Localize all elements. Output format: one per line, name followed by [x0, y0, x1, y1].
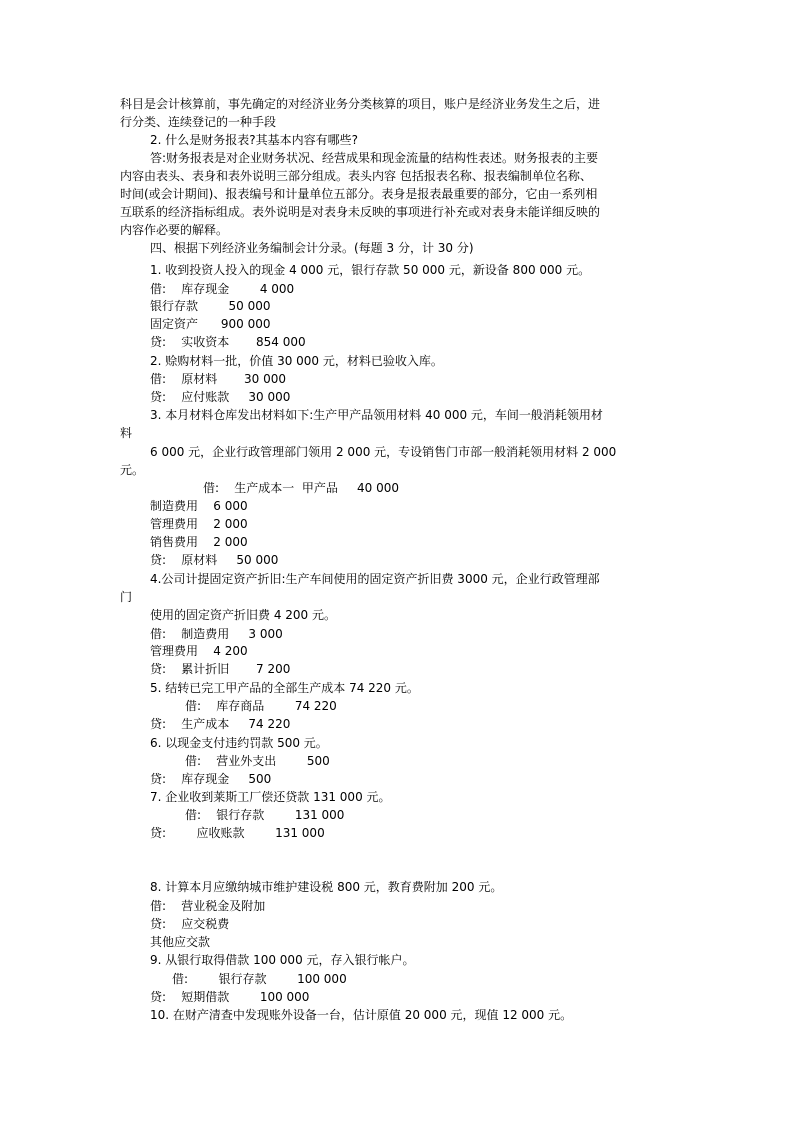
entry-credit: 贷: 应交税费	[150, 917, 230, 931]
entry-line: 其他应交款	[150, 935, 211, 949]
entry-debit: 借: 原材料 30 000	[150, 372, 286, 386]
entry-debit: 借: 银行存款 100 000	[172, 972, 347, 986]
text-line: 内容由表头、表身和表外说明三部分组成。表头内容 包括报表名称、报表编制单位名称、	[120, 169, 592, 183]
question-4: 4.公司计提固定资产折旧:生产车间使用的固定资产折旧费 3000 元，企业行政管理部	[150, 572, 600, 586]
entry-credit: 贷: 原材料 50 000	[150, 553, 279, 567]
entry-credit: 贷: 应付账款 30 000	[150, 390, 291, 404]
entry-debit: 借: 库存现金 4 000	[150, 282, 295, 296]
text-line: 2. 什么是财务报表?其基本内容有哪些?	[150, 133, 359, 147]
text-line: 行分类、连续登记的一种手段	[120, 115, 277, 129]
entry-line: 销售费用 2 000	[150, 535, 248, 549]
text-line: 时间(或会计期间)、报表编号和计量单位五部分。表身是报表最重要的部分，它由一系列相	[120, 187, 598, 201]
entry-debit: 借: 营业外支出 500	[185, 754, 330, 768]
entry-credit: 贷: 库存现金 500	[150, 772, 272, 786]
section-heading: 四、根据下列经济业务编制会计分录。(每题 3 分，计 30 分)	[150, 241, 474, 255]
entry-debit: 借: 制造费用 3 000	[150, 627, 283, 641]
entry-line: 固定资产 900 000	[150, 317, 271, 331]
text-line: 科目是会计核算前，事先确定的对经济业务分类核算的项目，账户是经济业务发生之后，进	[120, 97, 601, 111]
entry-debit: 借: 营业税金及附加	[150, 899, 266, 913]
entry-line: 制造费用 6 000	[150, 499, 248, 513]
text-line: 互联系的经济指标组成。表外说明是对表身未反映的事项进行补充或对表身未能详细反映的	[120, 205, 601, 219]
entry-credit: 贷: 累计折旧 7 200	[150, 662, 291, 676]
question-2: 2. 赊购材料一批，价值 30 000 元，材料已验收入库。	[150, 354, 443, 368]
question-1: 1. 收到投资人投入的现金 4 000 元，银行存款 50 000 元，新设备 800 000 元。	[150, 263, 591, 277]
question-9: 9. 从银行取得借款 100 000 元，存入银行帐户。	[150, 953, 415, 967]
entry-line: 管理费用 4 200	[150, 644, 248, 658]
question-6: 6. 以现金支付违约罚款 500 元。	[150, 736, 328, 750]
entry-credit: 贷: 实收资本 854 000	[150, 335, 306, 349]
question-7: 7. 企业收到莱斯工厂偿还贷款 131 000 元。	[150, 790, 391, 804]
entry-debit: 借: 银行存款 131 000	[185, 808, 345, 822]
entry-debit: 借: 库存商品 74 220	[185, 699, 337, 713]
question-10: 10. 在财产清查中发现账外设备一台，估计原值 20 000 元，现值 12 000 元。	[150, 1008, 573, 1022]
text-line: 门	[120, 590, 133, 604]
entry-credit: 贷: 应收账款 131 000	[150, 826, 325, 840]
entry-credit: 贷: 短期借款 100 000	[150, 990, 310, 1004]
question-3: 3. 本月材料仓库发出材料如下:生产甲产品领用材料 40 000 元，车间一般消耗领用材	[150, 408, 603, 422]
text-line: 元。	[120, 463, 145, 477]
question-8: 8. 计算本月应缴纳城市维护建设税 800 元，教育费附加 200 元。	[150, 880, 503, 894]
entry-line: 银行存款 50 000	[150, 299, 271, 313]
text-line: 料	[120, 426, 133, 440]
entry-credit: 贷: 生产成本 74 220	[150, 717, 291, 731]
question-5: 5. 结转已完工甲产品的全部生产成本 74 220 元。	[150, 681, 419, 695]
text-line: 答:财务报表是对企业财务状况、经营成果和现金流量的结构性表述。财务报表的主要	[150, 151, 599, 165]
text-line: 使用的固定资产折旧费 4 200 元。	[150, 608, 336, 622]
entry-debit: 借: 生产成本一 甲产品 40 000	[203, 481, 399, 495]
entry-line: 管理费用 2 000	[150, 517, 248, 531]
text-line: 6 000 元，企业行政管理部门领用 2 000 元，专设销售门市部一般消耗领用材料 2 000	[150, 445, 617, 459]
text-line: 内容作必要的解释。	[120, 223, 229, 237]
